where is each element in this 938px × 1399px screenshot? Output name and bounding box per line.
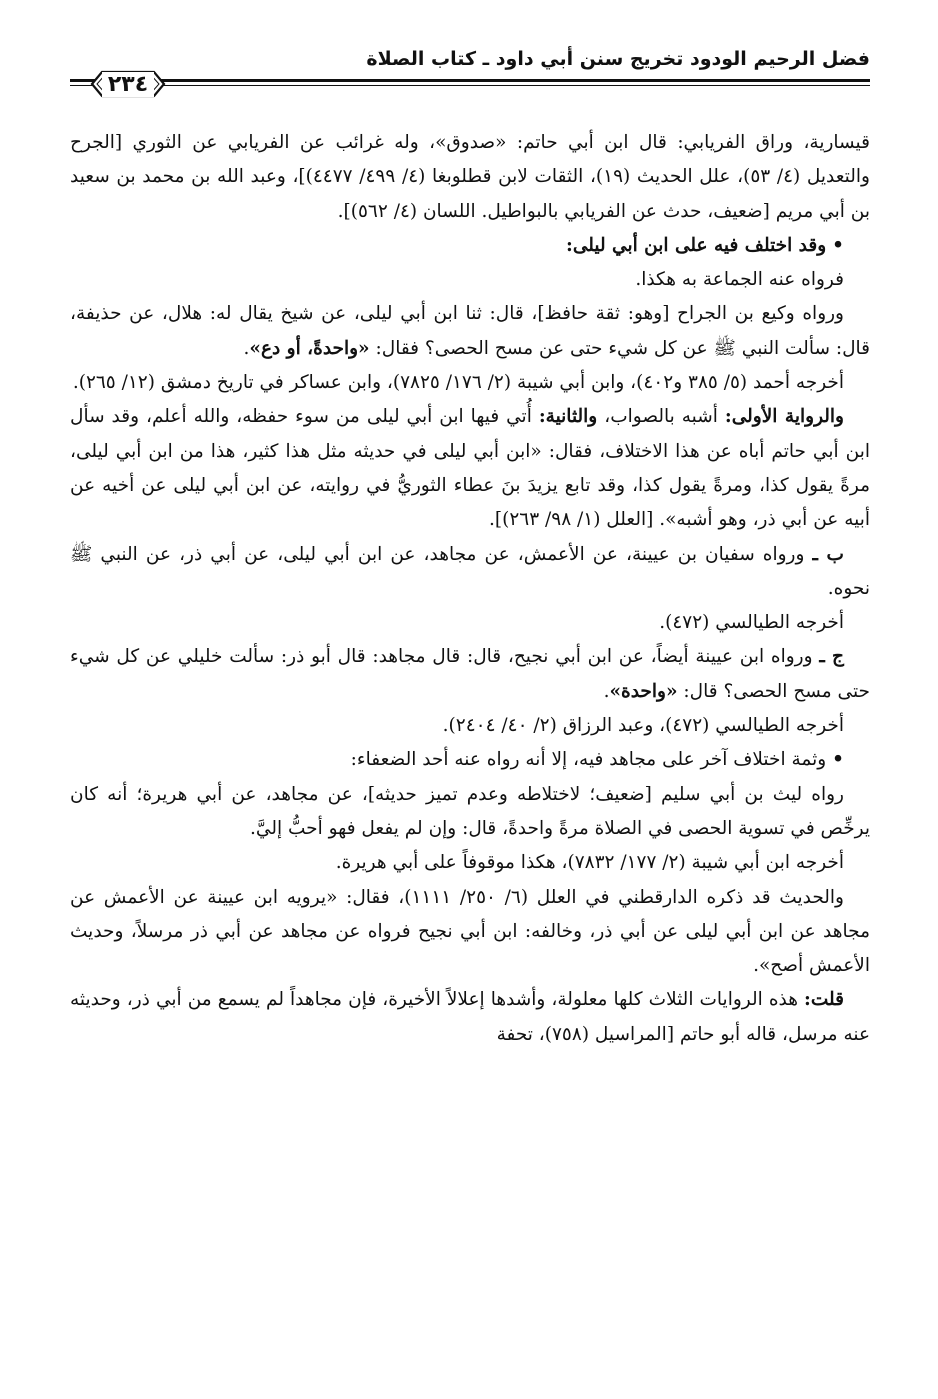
paragraph-9: ج ـ ورواه ابن عيينة أيضاً، عن ابن أبي نجيح، قال: قال مجاهد: قال أبو ذر: سألت خليلي عن كل شيء حتى مسح الحصى؟ قال: «واحدة». [70,646,870,702]
paragraph-6: والرواية الأولى: أشبه بالصواب، والثانية: أُتي فيها ابن أبي ليلى من سوء حفظه، والله أعلم، وقد سأل ابن أبي حاتم أباه عن هذا الاختلاف، فقال: «ابن أبي ليلى في حديثه مثل هذا كثير، هذا من ابن أبي ليلى، مرةً يقول كذا، ومرةً يقول كذا، وقد تابع يزيدَ بنَ عطاء الثوريُّ في روايته، عن ابن أبي ليلى عن أخيه عن أبيه عن أبي ذر، وهو أشبه». [العلل (١/ ٩٨/ ٢٦٣)]. [70,406,870,531]
paragraph-7: ب ـ ورواه سفيان بن عيينة، عن الأعمش، عن مجاهد، عن ابن أبي ليلى، عن أبي ذر، عن النبي ﷺ نحوه. [70,543,870,599]
paragraph-12: رواه ليث بن أبي سليم [ضعيف؛ لاختلاطه وعدم تميز حديثه]، عن مجاهد، عن أبي هريرة؛ أنه كان يرخِّص في تسوية الحصى في الصلاة مرةً واحدةً، قال: وإن لم يفعل فهو أحبُّ إليَّ. [70,783,870,839]
bullet-icon: • [832,234,844,256]
page [70,44,870,1379]
paragraph-8: أخرجه الطيالسي (٤٧٢). [659,612,844,634]
paragraph-4: ورواه وكيع بن الجراح [وهو: ثقة حافظ]، قال: ثنا ابن أبي ليلى، عن شيخ يقال له: هلال، عن حذيفة، قال: سألت النبي ﷺ عن كل شيء حتى عن مسح الحصى؟ فقال: «واحدةً، أو دع». [70,303,870,359]
header-rule-thin [70,85,870,86]
header-rule-thick [70,79,870,82]
paragraph-11-bullet: •وثمة اختلاف آخر على مجاهد فيه، إلا أنه رواه عنه أحد الضعفاء: [350,749,844,771]
page-number-ornament [78,64,178,104]
bullet-icon: • [832,749,844,771]
body-text [70,126,870,1052]
paragraph-2-bullet-heading: •وقد اختلف فيه على ابن أبي ليلى: [566,234,844,256]
page-number: ٢٣٤ [102,72,154,97]
paragraph-13: أخرجه ابن أبي شيبة (٢/ ١٧٧/ ٧٨٣٢)، هكذا موقوفاً على أبي هريرة. [335,852,844,874]
running-header-title: فضل الرحيم الودود تخريج سنن أبي داود ـ كتاب الصلاة [366,48,870,70]
paragraph-15: قلت: هذه الروايات الثلاث كلها معلولة، وأشدها إعلالاً الأخيرة، فإن مجاهداً لم يسمع من أبي ذر، وحديثه عنه مرسل، قاله أبو حاتم [المراسيل (٧٥٨)، تحفة [70,989,870,1045]
paragraph-5: أخرجه أحمد (٥/ ٣٨٥ و٤٠٢)، وابن أبي شيبة (٢/ ١٧٦/ ٧٨٢٥)، وابن عساكر في تاريخ دمشق (١٢/ ٢٦٥). [72,372,844,394]
paragraph-10: أخرجه الطيالسي (٤٧٢)، وعبد الرزاق (٢/ ٤٠/ ٢٤٠٤). [442,715,844,737]
paragraph-1: قيسارية، وراق الفريابي: قال ابن أبي حاتم: «صدوق»، وله غرائب عن الفريابي عن الثوري [الجرح والتعديل (٤/ ٥٣)، علل الحديث (١٩)، الثقات لابن قطلوبغا (٤/ ٤٩٩/ ٤٤٧٧)]، وعبد الله بن محمد بن سعيد بن أبي مريم [ضعيف، حدث عن الفريابي بالبواطيل. اللسان (٤/ ٥٦٢)]. [70,132,870,222]
paragraph-14: والحديث قد ذكره الدارقطني في العلل (٦/ ٢٥٠/ ١١١١)، فقال: «يرويه ابن عيينة عن الأعمش عن مجاهد عن ابن أبي ليلى عن أبي ذر، وخالفه: ابن أبي نجيح فرواه عن مجاهد عن أبي ذر مرسلاً، وحديث الأعمش أصح». [70,886,870,977]
paragraph-3: فرواه عنه الجماعة به هكذا. [635,269,844,291]
